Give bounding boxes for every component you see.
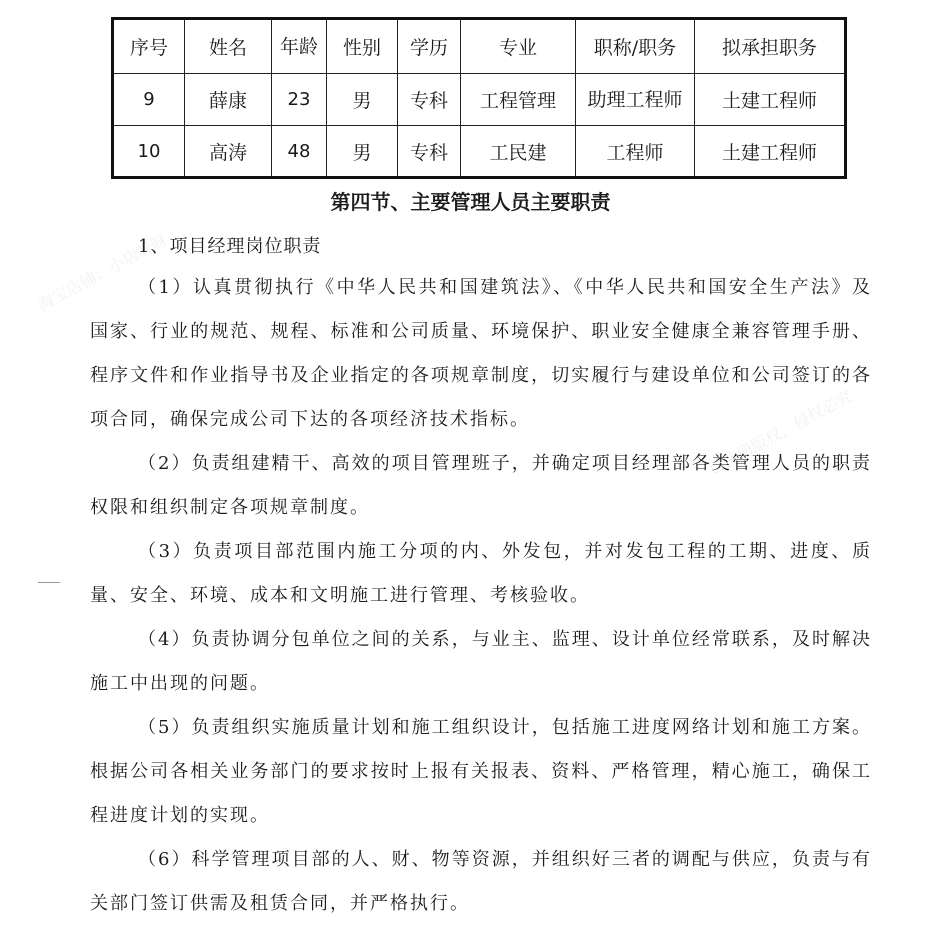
cell-age: 48 — [272, 126, 327, 178]
cell-title: 助理工程师 — [576, 74, 695, 126]
table-header-row — [113, 19, 846, 74]
col-header-index: 序号 — [113, 19, 185, 74]
col-header-gender: 性别 — [327, 19, 398, 74]
paragraph-4: （4）负责协调分包单位之间的关系，与业主、监理、设计单位经常联系，及时解决施工中出现的问题。 — [90, 629, 872, 694]
cell-education: 专科 — [398, 126, 461, 178]
cell-gender: 男 — [327, 126, 398, 178]
paragraph-6: （6）科学管理项目部的人、财、物等资源，并组织好三者的调配与供应，负责与有关部门签订供需及租赁合同，并严格执行。 — [90, 849, 872, 914]
cell-name: 薛康 — [185, 74, 272, 126]
col-header-title: 职称/职务 — [576, 19, 695, 74]
cell-name: 高涛 — [185, 126, 272, 178]
watermark-copyright: 已注册版权，侵权必究 — [705, 386, 856, 479]
cell-age: 23 — [272, 74, 327, 126]
cell-role: 土建工程师 — [695, 126, 846, 178]
col-header-major: 专业 — [461, 19, 576, 74]
table-row — [113, 74, 846, 126]
table-row — [113, 126, 846, 178]
paragraph-2: （2）负责组建精干、高效的项目管理班子，并确定项目经理部各类管理人员的职责权限和组织制定各项规章制度。 — [90, 453, 872, 518]
cell-major: 工民建 — [461, 126, 576, 178]
section-title: 第四节、主要管理人员主要职责 — [330, 190, 611, 214]
cell-major: 工程管理 — [461, 74, 576, 126]
cell-title: 工程师 — [576, 126, 695, 178]
paragraph-1: （1）认真贯彻执行《中华人民共和国建筑法》、《中华人民共和国安全生产法》及国家、行业的规范、规程、标准和公司质量、环境保护、职业安全健康全兼容管理手册、程序文件和作业指导书及企业指定的各项规章制度，切实履行与建设单位和公司签订的各项合同，确保完成公司下达的各项经济技术指标。 — [90, 277, 872, 430]
margin-dash — [38, 582, 60, 583]
col-header-role: 拟承担职务 — [695, 19, 846, 74]
cell-role: 土建工程师 — [695, 74, 846, 126]
paragraph-3: （3）负责项目部范围内施工分项的内、外发包，并对发包工程的工期、进度、质量、安全、环境、成本和文明施工进行管理、考核验收。 — [90, 541, 872, 606]
cell-gender: 男 — [327, 74, 398, 126]
cell-education: 专科 — [398, 74, 461, 126]
cell-index: 9 — [113, 74, 185, 126]
col-header-name: 姓名 — [185, 19, 272, 74]
subsection-title: 1、项目经理岗位职责 — [138, 236, 322, 257]
cell-index: 10 — [113, 126, 185, 178]
col-header-age: 年龄 — [272, 19, 327, 74]
staff-table — [111, 17, 847, 179]
body-text — [90, 266, 872, 926]
watermark-shop: 淘宝店铺：小店呀呀 — [34, 230, 171, 315]
paragraph-5: （5）负责组织实施质量计划和施工组织设计，包括施工进度网络计划和施工方案。根据公司各相关业务部门的要求按时上报有关报表、资料、严格管理，精心施工，确保工程进度计划的实现。 — [90, 717, 872, 826]
col-header-education: 学历 — [398, 19, 461, 74]
